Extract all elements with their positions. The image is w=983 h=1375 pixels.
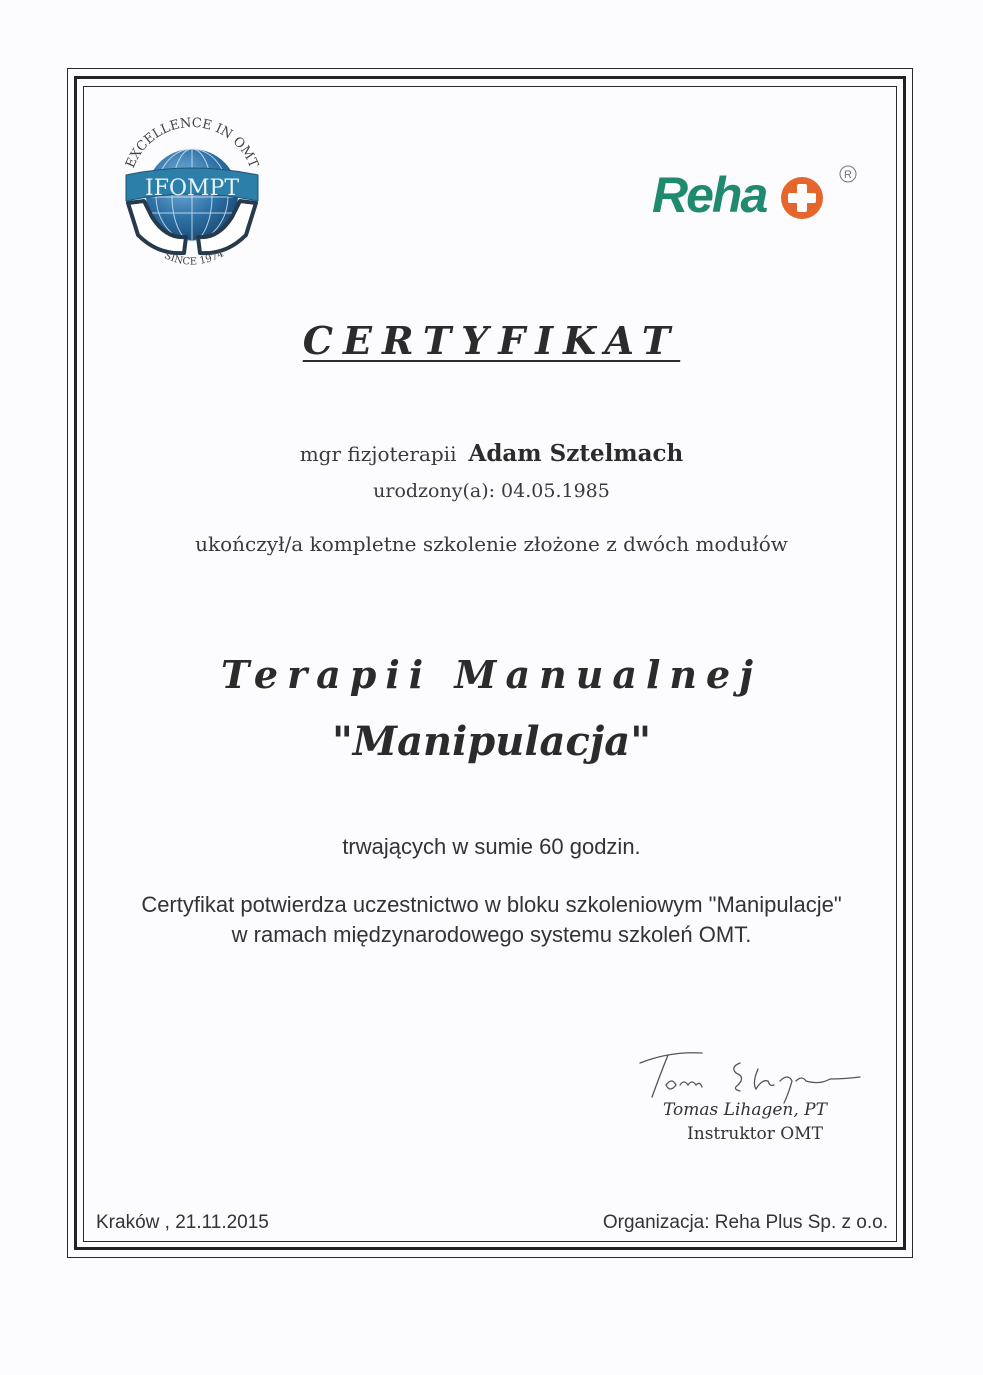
registered-mark: R: [844, 169, 852, 181]
certificate-title: CERTYFIKAT: [302, 318, 681, 363]
organization: Organizacja: Reha Plus Sp. z o.o.: [602, 1212, 888, 1233]
signer-name: Tomas Lihagen, PT: [663, 1100, 827, 1120]
course-name: Terapii Manualnej: [221, 652, 762, 697]
recipient-line: [0, 440, 983, 467]
signer-role: Instruktor OMT: [687, 1124, 823, 1144]
recipient-prefix: mgr fizjoterapii: [299, 442, 457, 466]
completion-statement: ukończył/a kompletne szkolenie złożone z dwóch modułów: [195, 532, 788, 556]
reha-plus-logo: [650, 160, 865, 230]
ifompt-banner-text: IFOMPT: [145, 176, 239, 201]
plus-circle-icon: [781, 177, 823, 219]
place-and-date: Kraków , 21.11.2015: [96, 1212, 269, 1233]
course-duration: trwających w sumie 60 godzin.: [342, 834, 641, 859]
confirmation-text-line-1: Certyfikat potwierdza uczestnictwo w bloku szkoleniowym "Manipulacje": [141, 892, 842, 917]
course-module: "Manipulacja": [331, 718, 652, 765]
confirmation-text-line-2: w ramach międzynarodowego systemu szkoleń OMT.: [231, 922, 752, 947]
recipient-name: Adam Sztelmach: [468, 440, 684, 467]
ifompt-arc-text-top: EXCELLENCE IN OMT: [123, 115, 261, 171]
ifompt-logo: [108, 105, 276, 273]
reha-logo-text: Reha: [652, 167, 767, 223]
ifompt-arc-text-bottom: SINCE 1974: [162, 248, 226, 268]
handwritten-signature: [630, 1045, 880, 1105]
birth-date: urodzony(a): 04.05.1985: [373, 480, 610, 502]
